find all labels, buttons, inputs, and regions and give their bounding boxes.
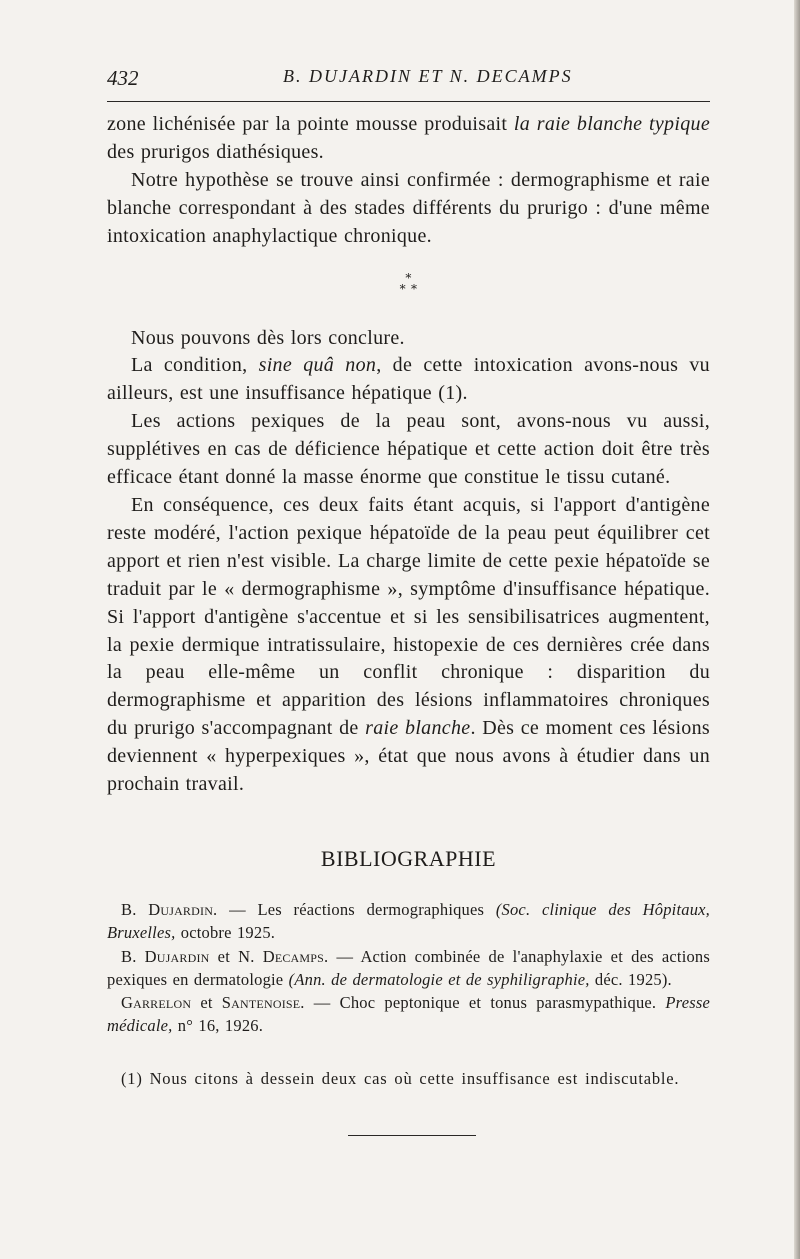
asterism-separator: * * * (399, 270, 418, 296)
italic-phrase: raie blanche (365, 717, 471, 740)
italic-phrase: la raie blanche typique (513, 113, 710, 135)
bibliography-list (107, 898, 710, 1038)
footnote-text: (1) Nous citons à dessein deux cas où cette insuffisance est indiscutable. (121, 1069, 680, 1088)
entry-author: B. Dujardin (121, 946, 210, 966)
page-edge-shadow (794, 0, 800, 1259)
bibliography-heading: BIBLIOGRAPHIE (320, 846, 497, 871)
end-rule (348, 1135, 476, 1136)
bibliography-entry: Garrelon et Santenoise. — Choc peptonique et tonus parasmypathique. Presse médicale, n° 16, 1926. (107, 993, 710, 1036)
italic-phrase: sine quâ non (258, 354, 377, 377)
running-title: B. DUJARDIN ET N. DECAMPS (283, 66, 573, 86)
paragraph-4: La condition, sine quâ non, de cette intoxication avons-nous vu ailleurs, est une insuffisance hépatique (1). (107, 354, 710, 405)
header-rule (107, 101, 710, 102)
entry-author: N. Decamps. (238, 946, 329, 966)
paragraph-3: Nous pouvons dès lors conclure. (131, 326, 405, 349)
body-text (107, 111, 710, 799)
entry-author: Garrelon (121, 993, 192, 1013)
entry-author: Santenoise. (221, 993, 305, 1013)
paragraph-6: En conséquence, ces deux faits étant acquis, si l'apport d'antigène reste modéré, l'action pexique hépatoïde de la peau peut équilibrer cet apport et rien n'est visible. La charge limite de cette pexie hépatoïde se traduit par le « dermographisme », symptôme d'insuffisance hépatique. Si l'apport d'antigène s'accentue et si les sensibilisatrices augmentent, la pexie dermique intratissulaire, histopexie de ces dernières crée dans la peau elle-même un conflit chronique : disparition du dermographisme et apparition des lésions inflammatoires chroniques du prurigo s'accompagnant de raie blanche. Dès ce moment ces lésions deviennent « hyperpexiques », état que nous avons à étudier dans un prochain travail. (107, 493, 710, 796)
bibliography-entry: B. Dujardin. — Les réactions dermographiques (Soc. clinique des Hôpitaux, Bruxelles, octobre 1925. (107, 900, 710, 943)
paragraph-2: Notre hypothèse se trouve ainsi confirmée : dermographisme et raie blanche correspondant à des stades différents du prurigo : d'une même intoxication anaphylactique chronique. (107, 168, 710, 247)
running-header (107, 62, 710, 98)
entry-author: B. Dujardin. (121, 900, 218, 919)
footnote (107, 1068, 710, 1090)
paragraph-5: Les actions pexiques de la peau sont, avons-nous vu aussi, supplétives en cas de déficience hépatique et cette action doit être très efficace étant donné la masse énorme que constitue le tissu cutané. (107, 410, 710, 489)
paragraph-1: zone lichénisée par la pointe mousse produisait la raie blanche typique des prurigos diathésiques. (107, 113, 710, 163)
page-number: 432 (107, 66, 139, 90)
bibliography-entry: B. Dujardin et N. Decamps. — Action combinée de l'anaphylaxie et des actions pexiques en dermatologie (Ann. de dermatologie et de syphiligraphie, déc. 1925). (107, 946, 710, 989)
